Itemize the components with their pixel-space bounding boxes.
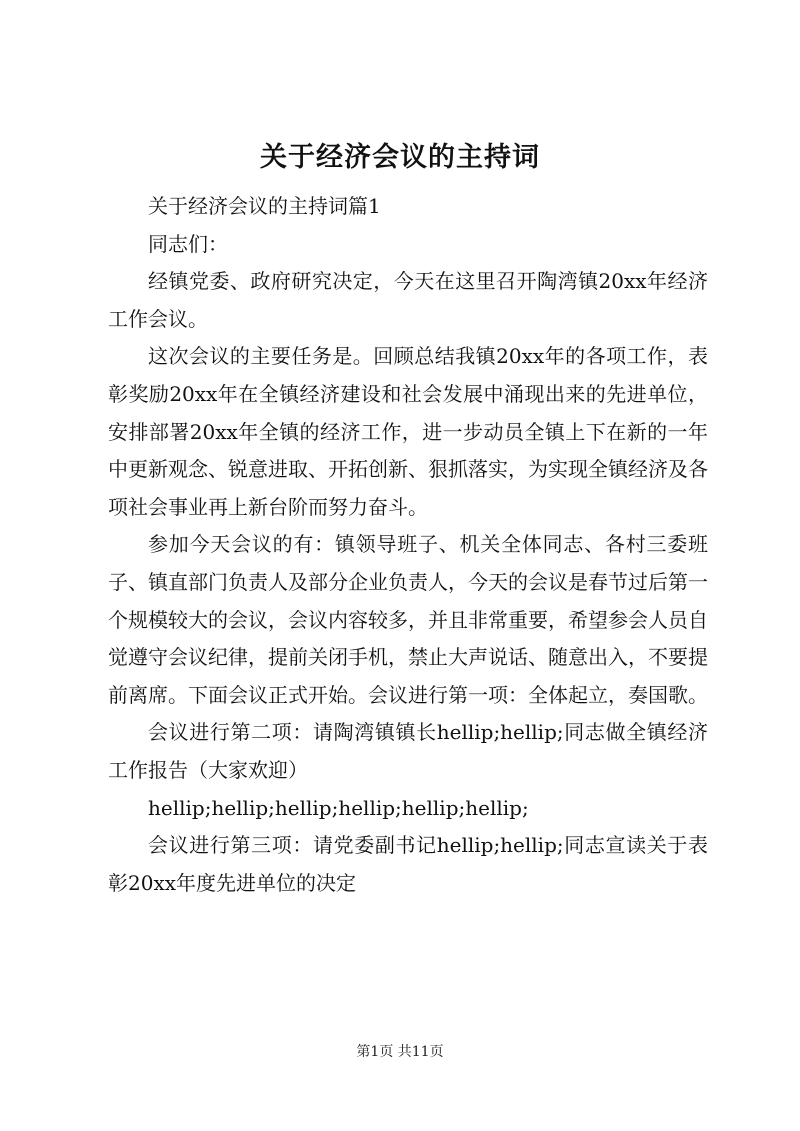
paragraph-salutation: 同志们： <box>148 231 228 256</box>
paragraph-opening: 经镇党委、政府研究决定，今天在这里召开陶湾镇20xx年经济工作会议。 <box>108 269 708 331</box>
paragraph-attendees: 参加今天会议的有：镇领导班子、机关全体同志、各村三委班子、镇直部门负责人及部分企业负责人，今天的会议是春节过后第一个规模较大的会议，会议内容较多，并且非常重要，希望参会人员自觉遵守会议纪律，提前关闭手机，禁止大声说话、随意出入，不要提前离席。下面会议正式开始。会议进行第一项：全体起立，奏国歌。 <box>108 532 708 707</box>
paragraph-ellipsis: hellip;hellip;hellip;hellip;hellip;hellip; <box>148 795 529 820</box>
document-body <box>108 188 708 902</box>
paragraph-item-three: 会议进行第三项：请党委副书记hellip;hellip;同志宣读关于表彰20xx年度先进单位的决定 <box>108 833 708 895</box>
page-footer: 第1页 共11页 <box>356 1044 444 1060</box>
paragraph-tasks: 这次会议的主要任务是。回顾总结我镇20xx年的各项工作，表彰奖励20xx年在全镇经济建设和社会发展中涌现出来的先进单位，安排部署20xx年全镇的经济工作，进一步动员全镇上下在新的一年中更新观念、锐意进取、开拓创新、狠抓落实，为实现全镇经济及各项社会事业再上新台阶而努力奋斗。 <box>108 344 708 519</box>
paragraph-item-two: 会议进行第二项：请陶湾镇镇长hellip;hellip;同志做全镇经济工作报告（大家欢迎） <box>108 720 708 782</box>
document-title: 关于经济会议的主持词 <box>260 142 540 173</box>
paragraph-subtitle: 关于经济会议的主持词篇1 <box>148 194 381 218</box>
